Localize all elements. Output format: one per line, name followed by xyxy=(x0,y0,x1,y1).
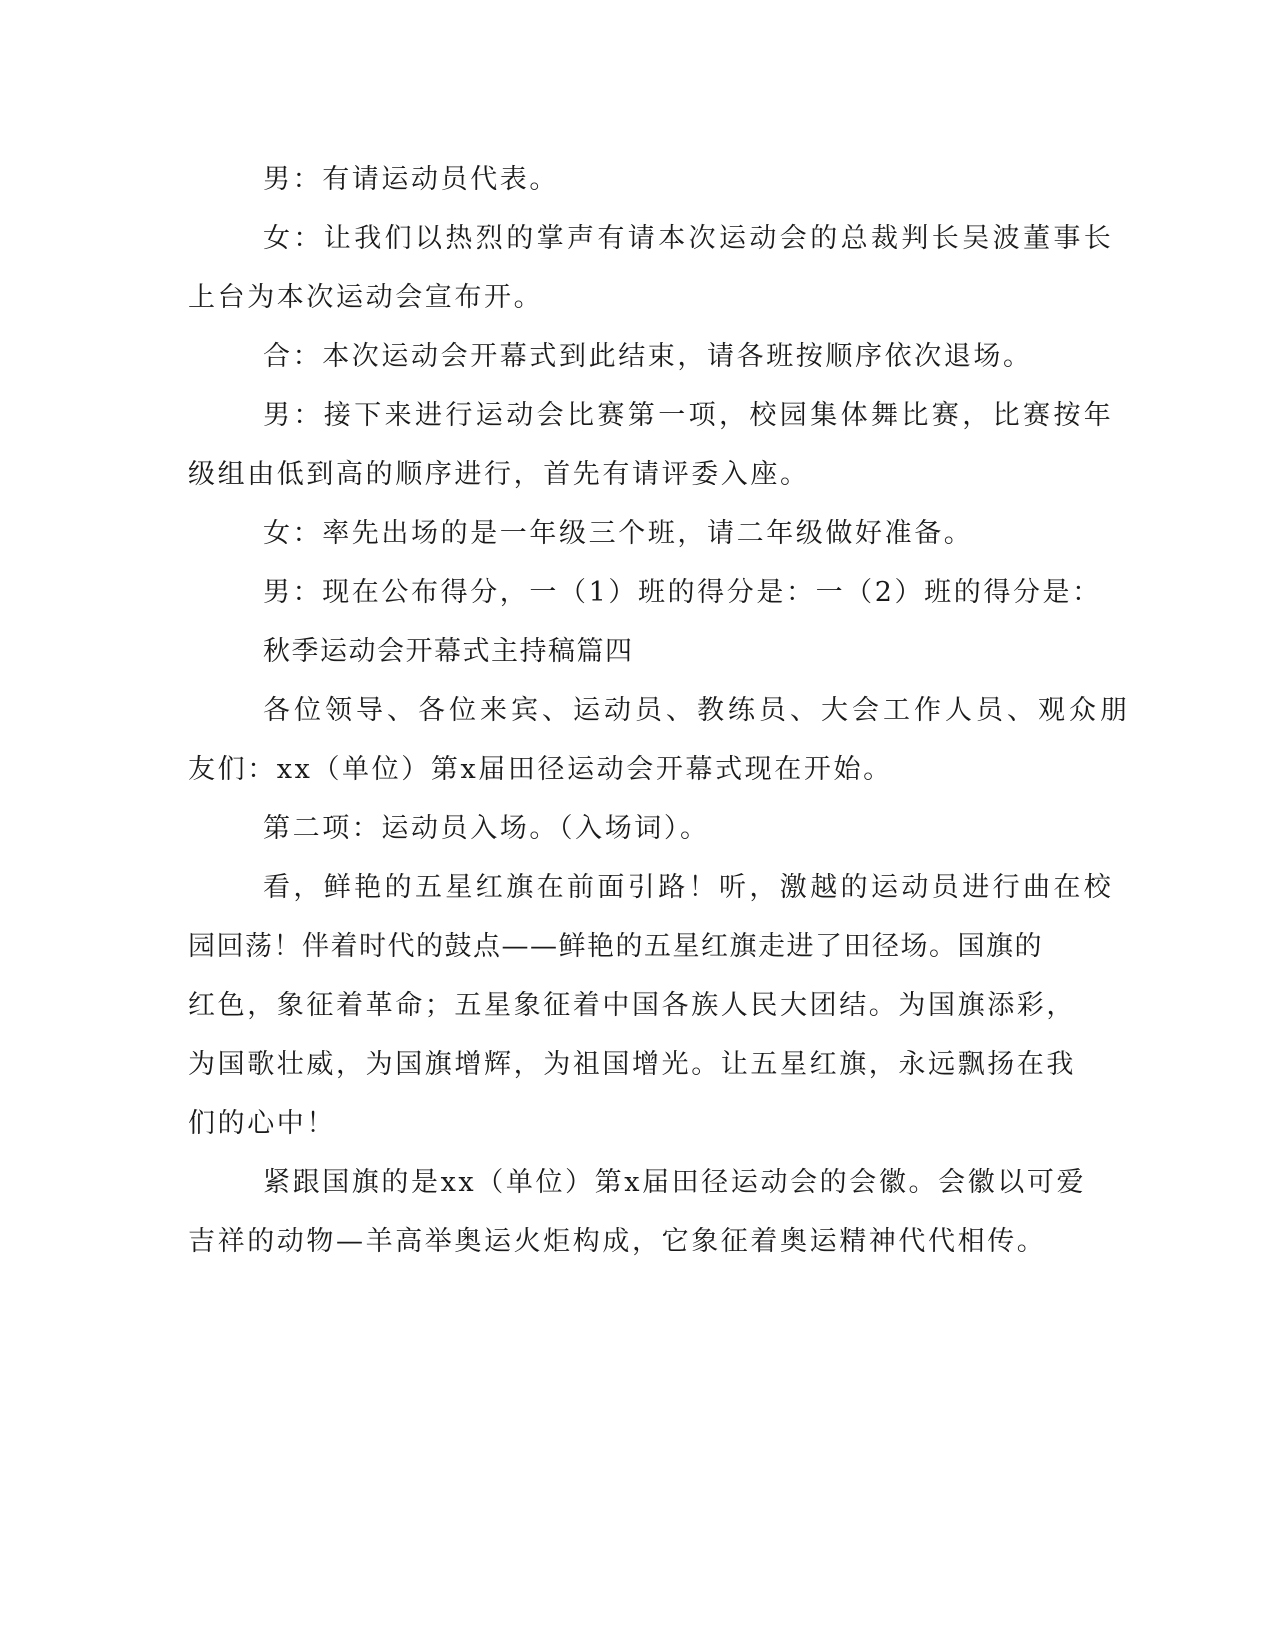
paragraph-line: 红色，象征着革命；五星象征着中国各族人民大团结。为国旗添彩， xyxy=(188,990,1076,1021)
paragraph-line: 第二项：运动员入场。（入场词）。 xyxy=(263,813,710,844)
paragraph-line: 紧跟国旗的是xx（单位）第x届田径运动会的会徽。会徽以可爱 xyxy=(263,1167,1087,1198)
paragraph-line: 级组由低到高的顺序进行，首先有请评委入座。 xyxy=(188,459,810,490)
paragraph-line: 男：接下来进行运动会比赛第一项，校园集体舞比赛，比赛按年 xyxy=(263,400,1115,431)
paragraph-line: 园回荡！伴着时代的鼓点——鲜艳的五星红旗走进了田径场。国旗的 xyxy=(188,931,1043,962)
paragraph-line: 女：让我们以热烈的掌声有请本次运动会的总裁判长吴波董事长 xyxy=(263,223,1115,254)
paragraph-line: 为国歌壮威，为国旗增辉，为祖国增光。让五星红旗，永远飘扬在我 xyxy=(188,1049,1076,1080)
section-heading: 秋季运动会开幕式主持稿篇四 xyxy=(263,636,634,667)
paragraph-line: 们的心中！ xyxy=(188,1108,336,1139)
paragraph-line: 女：率先出场的是一年级三个班，请二年级做好准备。 xyxy=(263,518,974,549)
paragraph-line: 合：本次运动会开幕式到此结束，请各班按顺序依次退场。 xyxy=(263,341,1033,372)
paragraph-line: 各位领导、各位来宾、运动员、教练员、大会工作人员、观众朋 xyxy=(263,695,1131,726)
paragraph-line: 吉祥的动物—羊高举奥运火炬构成，它象征着奥运精神代代相传。 xyxy=(188,1226,1047,1257)
paragraph-line: 友们：xx（单位）第x届田径运动会开幕式现在开始。 xyxy=(188,754,893,785)
paragraph-line: 看，鲜艳的五星红旗在前面引路！听，激越的运动员进行曲在校 xyxy=(263,872,1115,903)
paragraph-line: 男：现在公布得分，一（1）班的得分是：一（2）班的得分是： xyxy=(263,577,1102,608)
paragraph-line: 上台为本次运动会宣布开。 xyxy=(188,282,544,313)
paragraph-line: 男：有请运动员代表。 xyxy=(263,164,559,195)
